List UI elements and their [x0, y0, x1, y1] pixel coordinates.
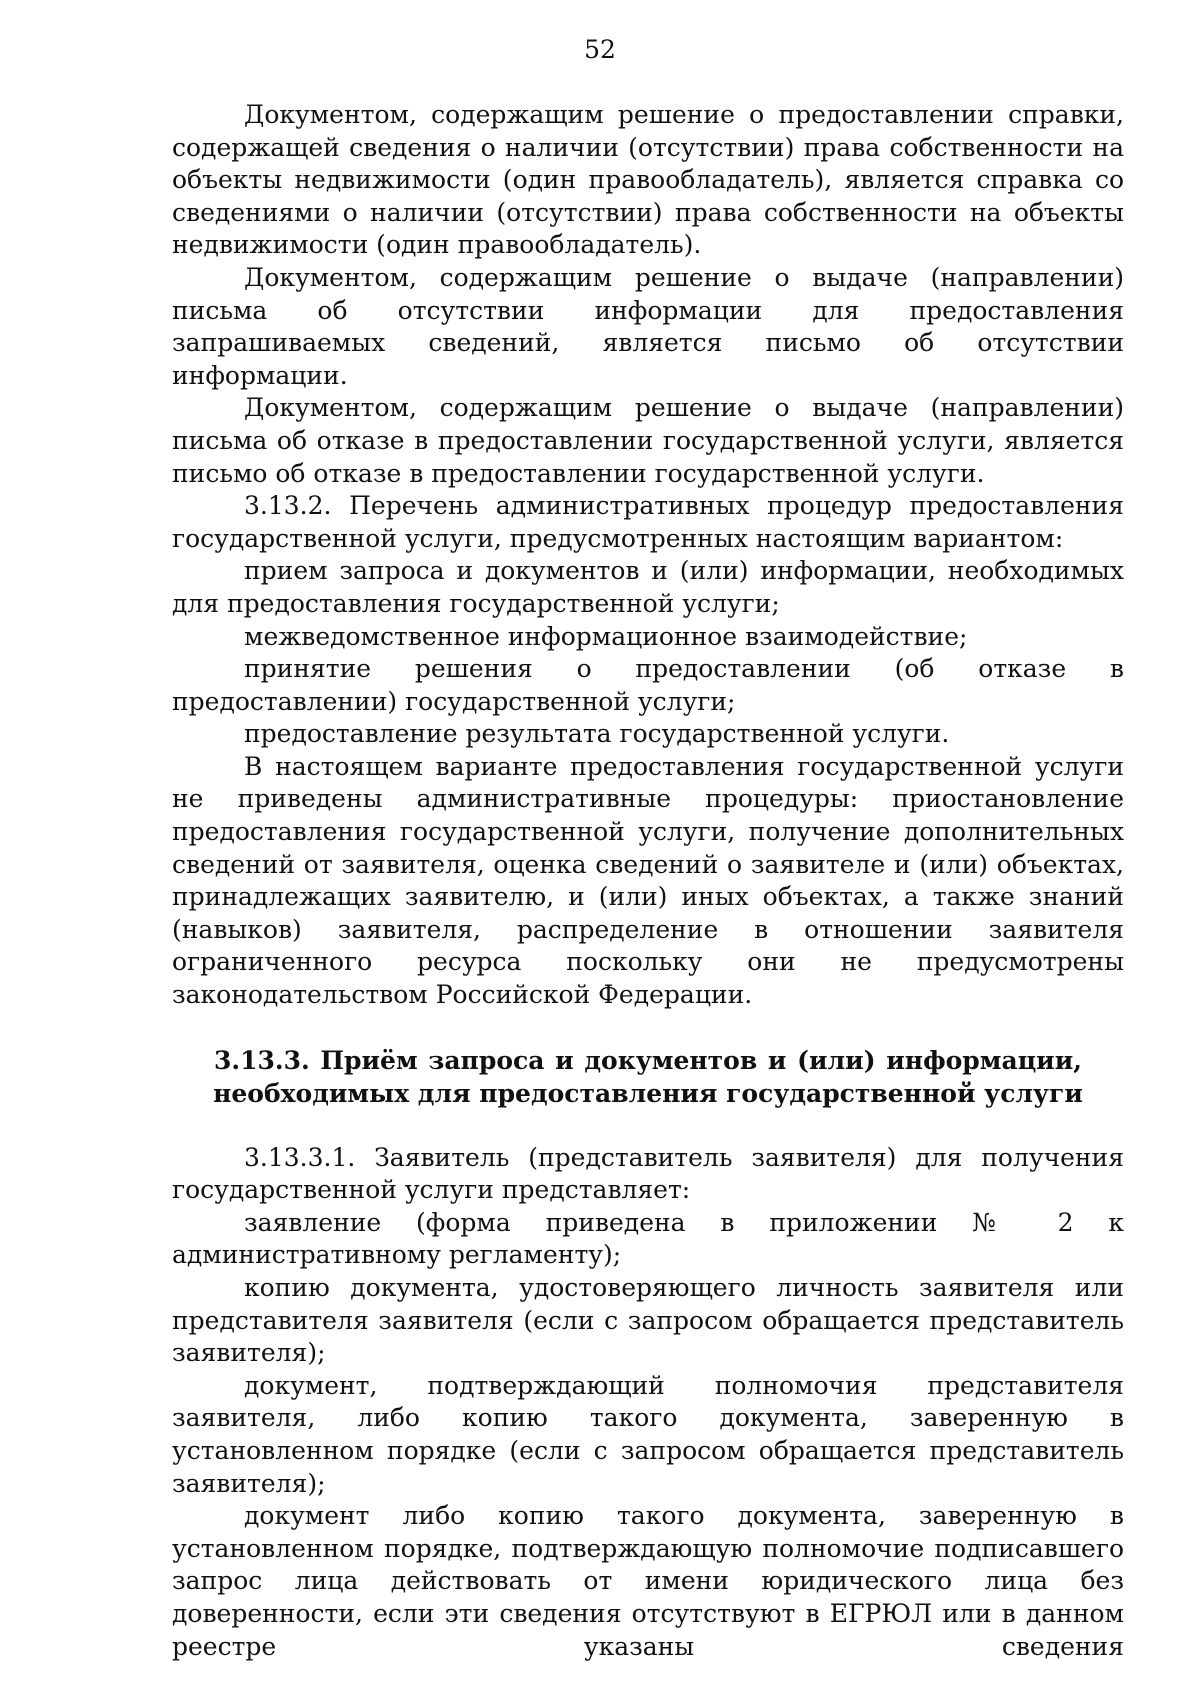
- paragraph-excluded-procedures: В настоящем варианте предоставления государственной услуги не приведены административные процедуры: приостановление предоставления государственной услуги, получение дополнительных сведений от заявителя, оценка сведений о заявителе и (или) объектах, принадлежащих заявителю, и (или) иных объектах, а также знаний (навыков) заявителя, распределение в отношении заявителя ограниченного ресурса поскольку они не предусмотрены законодательством Российской Федерации.: [172, 751, 1124, 1010]
- section-heading-line-1: 3.13.3. Приём запроса и документов и (или) информации,: [214, 1045, 1082, 1075]
- list-item-result-provision: предоставление результата государственной услуги.: [244, 719, 950, 749]
- paragraph-applicant-submits: 3.13.3.1. Заявитель (представитель заявителя) для получения государственной услуги представляет:: [172, 1142, 1124, 1205]
- list-item-identity-document: копию документа, удостоверяющего личность заявителя или представителя заявителя (если с запросом обращается представитель заявителя);: [172, 1273, 1124, 1368]
- paragraph-no-information-letter: Документом, содержащим решение о выдаче (направлении) письма об отсутствии информации для предоставления запрашиваемых сведений, является письмо об отсутствии информации.: [172, 262, 1124, 390]
- paragraph-result-certificate: Документом, содержащим решение о предоставлении справки, содержащей сведения о наличии (отсутствии) права собственности на объекты недвижимости (один правообладатель), является справка со сведениями о наличии (отсутствии) права собственности на объекты недвижимости (один правообладатель).: [172, 100, 1124, 260]
- document-body: [172, 99, 1124, 1663]
- list-item-interagency-interaction: межведомственное информационное взаимодействие;: [244, 621, 968, 651]
- page-number: 52: [584, 35, 616, 64]
- list-item-request-reception: прием запроса и документов и (или) информации, необходимых для предоставления государственной услуги;: [172, 556, 1124, 618]
- section-heading: [172, 1044, 1124, 1110]
- list-item-application: заявление (форма приведена в приложении № 2 к административному регламенту);: [172, 1207, 1124, 1270]
- list-item-decision: принятие решения о предоставлении (об отказе в предоставлении) государственной услуги;: [172, 654, 1124, 716]
- section-heading-line-2: необходимых для предоставления государственной услуги: [213, 1078, 1083, 1108]
- list-item-authority-document: документ, подтверждающий полномочия представителя заявителя, либо копию такого документа, заверенную в установленном порядке (если с запросом обращается представитель заявителя);: [172, 1370, 1124, 1498]
- paragraph-refusal-letter: Документом, содержащим решение о выдаче (направлении) письма об отказе в предоставлении государственной услуги, является письмо об отказе в предоставлении государственной услуги.: [172, 393, 1124, 488]
- paragraph-procedures-list-intro: 3.13.2. Перечень административных процедур предоставления государственной услуги, предусмотренных настоящим вариантом:: [172, 491, 1124, 553]
- list-item-legal-entity-authority: документ либо копию такого документа, заверенную в установленном порядке, подтверждающую полномочие подписавшего запрос лица действовать от имени юридического лица без доверенности, если эти сведения отсутствуют в ЕГРЮЛ или в данном реестре указаны сведения: [172, 1501, 1124, 1661]
